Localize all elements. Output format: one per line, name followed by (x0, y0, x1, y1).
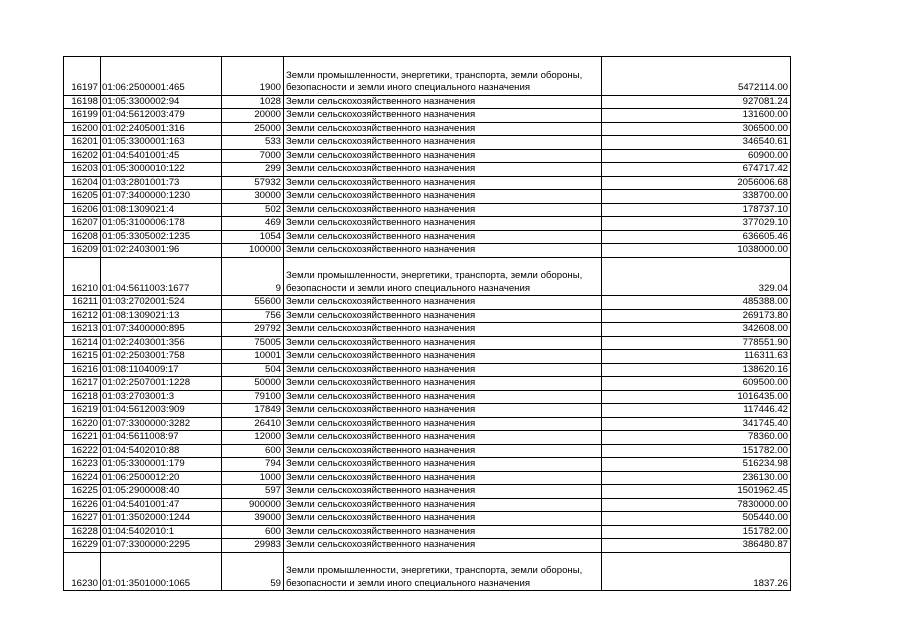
land-category-cell: Земли сельскохозяйственного назначения (284, 217, 602, 231)
area-cell: 1028 (222, 95, 284, 109)
cadastral-value-cell: 131600.00 (602, 109, 791, 123)
row-number-cell: 16213 (64, 323, 101, 337)
table-row (64, 350, 791, 364)
land-category-cell: Земли сельскохозяйственного назначения (284, 336, 602, 350)
table-row (64, 377, 791, 391)
cadastral-number-cell: 01:04:5401001:47 (101, 498, 222, 512)
area-cell: 29792 (222, 323, 284, 337)
cadastral-number-cell: 01:04:5401001:45 (101, 149, 222, 163)
area-cell: 533 (222, 136, 284, 150)
table-row (64, 471, 791, 485)
cadastral-number-cell: 01:02:2507001:1228 (101, 377, 222, 391)
table-row (64, 485, 791, 499)
area-cell: 1900 (222, 57, 284, 96)
cadastral-number-cell: 01:05:3305002:1235 (101, 230, 222, 244)
row-number-cell: 16200 (64, 122, 101, 136)
table-row (64, 203, 791, 217)
table-row (64, 244, 791, 258)
cadastral-value-cell: 386480.87 (602, 539, 791, 553)
cadastral-number-cell: 01:07:3400000:1230 (101, 190, 222, 204)
cadastral-value-cell: 1038000.00 (602, 244, 791, 258)
row-number-cell: 16226 (64, 498, 101, 512)
table-row (64, 417, 791, 431)
area-cell: 29983 (222, 539, 284, 553)
table-row (64, 498, 791, 512)
cadastral-number-cell: 01:03:2801001:73 (101, 176, 222, 190)
land-category-cell: Земли сельскохозяйственного назначения (284, 163, 602, 177)
table-row (64, 444, 791, 458)
cadastral-number-cell: 01:03:2702001:524 (101, 296, 222, 310)
row-number-cell: 16222 (64, 444, 101, 458)
cadastral-number-cell: 01:01:3501000:1065 (101, 552, 222, 591)
row-number-cell: 16207 (64, 217, 101, 231)
table-row (64, 525, 791, 539)
cadastral-number-cell: 01:05:3300002:94 (101, 95, 222, 109)
table-row (64, 323, 791, 337)
cadastral-value-cell: 1501962.45 (602, 485, 791, 499)
land-category-cell: Земли промышленности, энергетики, транспорта, земли обороны, безопасности и земли иного специального назначения (284, 57, 602, 96)
cadastral-number-cell: 01:05:3300001:163 (101, 136, 222, 150)
cadastral-number-cell: 01:04:5402010:88 (101, 444, 222, 458)
land-category-cell: Земли сельскохозяйственного назначения (284, 431, 602, 445)
area-cell: 597 (222, 485, 284, 499)
cadastral-value-cell: 927081.24 (602, 95, 791, 109)
row-number-cell: 16216 (64, 363, 101, 377)
cadastral-value-cell: 138620.16 (602, 363, 791, 377)
row-number-cell: 16215 (64, 350, 101, 364)
cadastral-value-cell: 117446.42 (602, 404, 791, 418)
land-category-cell: Земли сельскохозяйственного назначения (284, 95, 602, 109)
land-category-cell: Земли промышленности, энергетики, транспорта, земли обороны, безопасности и земли иного специального назначения (284, 257, 602, 296)
land-category-cell: Земли сельскохозяйственного назначения (284, 309, 602, 323)
table-row (64, 257, 791, 296)
land-category-cell: Земли сельскохозяйственного назначения (284, 136, 602, 150)
land-category-cell: Земли сельскохозяйственного назначения (284, 244, 602, 258)
area-cell: 600 (222, 444, 284, 458)
land-category-cell: Земли сельскохозяйственного назначения (284, 230, 602, 244)
table-row (64, 230, 791, 244)
row-number-cell: 16202 (64, 149, 101, 163)
cadastral-number-cell: 01:05:3100006:178 (101, 217, 222, 231)
cadastral-number-cell: 01:02:2403001:96 (101, 244, 222, 258)
cadastral-value-cell: 78360.00 (602, 431, 791, 445)
area-cell: 75005 (222, 336, 284, 350)
area-cell: 25000 (222, 122, 284, 136)
area-cell: 12000 (222, 431, 284, 445)
area-cell: 7000 (222, 149, 284, 163)
area-cell: 10001 (222, 350, 284, 364)
cadastral-value-cell: 269173.80 (602, 309, 791, 323)
area-cell: 504 (222, 363, 284, 377)
area-cell: 59 (222, 552, 284, 591)
cadastral-number-cell: 01:02:2403001:356 (101, 336, 222, 350)
row-number-cell: 16224 (64, 471, 101, 485)
row-number-cell: 16229 (64, 539, 101, 553)
row-number-cell: 16219 (64, 404, 101, 418)
land-category-cell: Земли сельскохозяйственного назначения (284, 296, 602, 310)
table-row (64, 190, 791, 204)
land-category-cell: Земли сельскохозяйственного назначения (284, 323, 602, 337)
area-cell: 600 (222, 525, 284, 539)
land-category-cell: Земли сельскохозяйственного назначения (284, 149, 602, 163)
area-cell: 55600 (222, 296, 284, 310)
land-category-cell: Земли сельскохозяйственного назначения (284, 512, 602, 526)
table-row (64, 57, 791, 96)
cadastral-number-cell: 01:03:2703001:3 (101, 390, 222, 404)
cadastral-number-cell: 01:08:1104009:17 (101, 363, 222, 377)
cadastral-value-cell: 636605.46 (602, 230, 791, 244)
table-row (64, 109, 791, 123)
cadastral-value-cell: 778551.90 (602, 336, 791, 350)
area-cell: 469 (222, 217, 284, 231)
table-row (64, 136, 791, 150)
area-cell: 756 (222, 309, 284, 323)
land-category-cell: Земли сельскохозяйственного назначения (284, 203, 602, 217)
cadastral-number-cell: 01:01:3502000:1244 (101, 512, 222, 526)
cadastral-number-cell: 01:02:2405001:316 (101, 122, 222, 136)
row-number-cell: 16212 (64, 309, 101, 323)
land-category-cell: Земли сельскохозяйственного назначения (284, 363, 602, 377)
cadastral-value-cell: 485388.00 (602, 296, 791, 310)
row-number-cell: 16218 (64, 390, 101, 404)
row-number-cell: 16208 (64, 230, 101, 244)
area-cell: 900000 (222, 498, 284, 512)
row-number-cell: 16197 (64, 57, 101, 96)
area-cell: 502 (222, 203, 284, 217)
cadastral-number-cell: 01:04:5611003:1677 (101, 257, 222, 296)
cadastral-value-cell: 516234.98 (602, 458, 791, 472)
row-number-cell: 16206 (64, 203, 101, 217)
cadastral-value-cell: 338700.00 (602, 190, 791, 204)
cadastral-value-cell: 341745.40 (602, 417, 791, 431)
table-row (64, 539, 791, 553)
cadastral-number-cell: 01:07:3300000:3282 (101, 417, 222, 431)
cadastral-value-cell: 609500.00 (602, 377, 791, 391)
table-row (64, 458, 791, 472)
cadastral-number-cell: 01:07:3300000:2295 (101, 539, 222, 553)
cadastral-value-cell: 178737.10 (602, 203, 791, 217)
row-number-cell: 16204 (64, 176, 101, 190)
cadastral-number-cell: 01:05:2900008:40 (101, 485, 222, 499)
cadastral-value-cell: 1837.26 (602, 552, 791, 591)
row-number-cell: 16225 (64, 485, 101, 499)
cadastral-number-cell: 01:07:3400000:895 (101, 323, 222, 337)
table-row (64, 390, 791, 404)
row-number-cell: 16227 (64, 512, 101, 526)
cadastral-value-cell: 7830000.00 (602, 498, 791, 512)
area-cell: 30000 (222, 190, 284, 204)
cadastral-value-cell: 5472114.00 (602, 57, 791, 96)
table-row (64, 309, 791, 323)
land-category-cell: Земли сельскохозяйственного назначения (284, 390, 602, 404)
row-number-cell: 16211 (64, 296, 101, 310)
cadastral-value-cell: 505440.00 (602, 512, 791, 526)
area-cell: 39000 (222, 512, 284, 526)
area-cell: 9 (222, 257, 284, 296)
area-cell: 79100 (222, 390, 284, 404)
table-row (64, 176, 791, 190)
table-row (64, 512, 791, 526)
cadastral-number-cell: 01:04:5402010:1 (101, 525, 222, 539)
area-cell: 794 (222, 458, 284, 472)
land-parcel-table (63, 56, 791, 591)
cadastral-value-cell: 346540.61 (602, 136, 791, 150)
area-cell: 1000 (222, 471, 284, 485)
land-category-cell: Земли сельскохозяйственного назначения (284, 485, 602, 499)
row-number-cell: 16201 (64, 136, 101, 150)
area-cell: 17849 (222, 404, 284, 418)
table-row (64, 431, 791, 445)
land-category-cell: Земли сельскохозяйственного назначения (284, 498, 602, 512)
land-category-cell: Земли сельскохозяйственного назначения (284, 122, 602, 136)
cadastral-number-cell: 01:04:5611008:97 (101, 431, 222, 445)
table-row (64, 336, 791, 350)
row-number-cell: 16220 (64, 417, 101, 431)
table-row (64, 296, 791, 310)
cadastral-number-cell: 01:04:5612003:479 (101, 109, 222, 123)
cadastral-number-cell: 01:06:2500001:465 (101, 57, 222, 96)
row-number-cell: 16198 (64, 95, 101, 109)
table-row (64, 217, 791, 231)
land-category-cell: Земли сельскохозяйственного назначения (284, 190, 602, 204)
cadastral-value-cell: 236130.00 (602, 471, 791, 485)
row-number-cell: 16223 (64, 458, 101, 472)
cadastral-value-cell: 342608.00 (602, 323, 791, 337)
cadastral-number-cell: 01:08:1309021:4 (101, 203, 222, 217)
row-number-cell: 16228 (64, 525, 101, 539)
area-cell: 299 (222, 163, 284, 177)
table-row (64, 552, 791, 591)
cadastral-value-cell: 116311.63 (602, 350, 791, 364)
row-number-cell: 16217 (64, 377, 101, 391)
land-category-cell: Земли сельскохозяйственного назначения (284, 377, 602, 391)
table-row (64, 404, 791, 418)
cadastral-value-cell: 151782.00 (602, 525, 791, 539)
area-cell: 100000 (222, 244, 284, 258)
area-cell: 1054 (222, 230, 284, 244)
land-category-cell: Земли сельскохозяйственного назначения (284, 350, 602, 364)
row-number-cell: 16210 (64, 257, 101, 296)
land-category-cell: Земли сельскохозяйственного назначения (284, 404, 602, 418)
area-cell: 50000 (222, 377, 284, 391)
cadastral-value-cell: 151782.00 (602, 444, 791, 458)
row-number-cell: 16230 (64, 552, 101, 591)
cadastral-value-cell: 377029.10 (602, 217, 791, 231)
cadastral-number-cell: 01:05:3300001:179 (101, 458, 222, 472)
land-parcel-table-body (64, 57, 791, 591)
cadastral-value-cell: 60900.00 (602, 149, 791, 163)
cadastral-value-cell: 674717.42 (602, 163, 791, 177)
land-category-cell: Земли сельскохозяйственного назначения (284, 176, 602, 190)
cadastral-value-cell: 1016435.00 (602, 390, 791, 404)
land-category-cell: Земли сельскохозяйственного назначения (284, 417, 602, 431)
area-cell: 57932 (222, 176, 284, 190)
table-row (64, 163, 791, 177)
row-number-cell: 16199 (64, 109, 101, 123)
land-category-cell: Земли сельскохозяйственного назначения (284, 525, 602, 539)
area-cell: 26410 (222, 417, 284, 431)
cadastral-value-cell: 306500.00 (602, 122, 791, 136)
land-category-cell: Земли сельскохозяйственного назначения (284, 539, 602, 553)
row-number-cell: 16214 (64, 336, 101, 350)
row-number-cell: 16205 (64, 190, 101, 204)
cadastral-value-cell: 2056006.68 (602, 176, 791, 190)
area-cell: 20000 (222, 109, 284, 123)
row-number-cell: 16209 (64, 244, 101, 258)
cadastral-number-cell: 01:05:3000010:122 (101, 163, 222, 177)
table-row (64, 149, 791, 163)
land-category-cell: Земли сельскохозяйственного назначения (284, 458, 602, 472)
table-row (64, 122, 791, 136)
row-number-cell: 16221 (64, 431, 101, 445)
cadastral-value-cell: 329.04 (602, 257, 791, 296)
cadastral-number-cell: 01:06:2500012:20 (101, 471, 222, 485)
table-row (64, 95, 791, 109)
cadastral-number-cell: 01:04:5612003:909 (101, 404, 222, 418)
cadastral-number-cell: 01:02:2503001:758 (101, 350, 222, 364)
land-category-cell: Земли сельскохозяйственного назначения (284, 444, 602, 458)
land-category-cell: Земли сельскохозяйственного назначения (284, 471, 602, 485)
row-number-cell: 16203 (64, 163, 101, 177)
land-category-cell: Земли сельскохозяйственного назначения (284, 109, 602, 123)
cadastral-number-cell: 01:08:1309021:13 (101, 309, 222, 323)
land-category-cell: Земли промышленности, энергетики, транспорта, земли обороны, безопасности и земли иного специального назначения (284, 552, 602, 591)
table-row (64, 363, 791, 377)
